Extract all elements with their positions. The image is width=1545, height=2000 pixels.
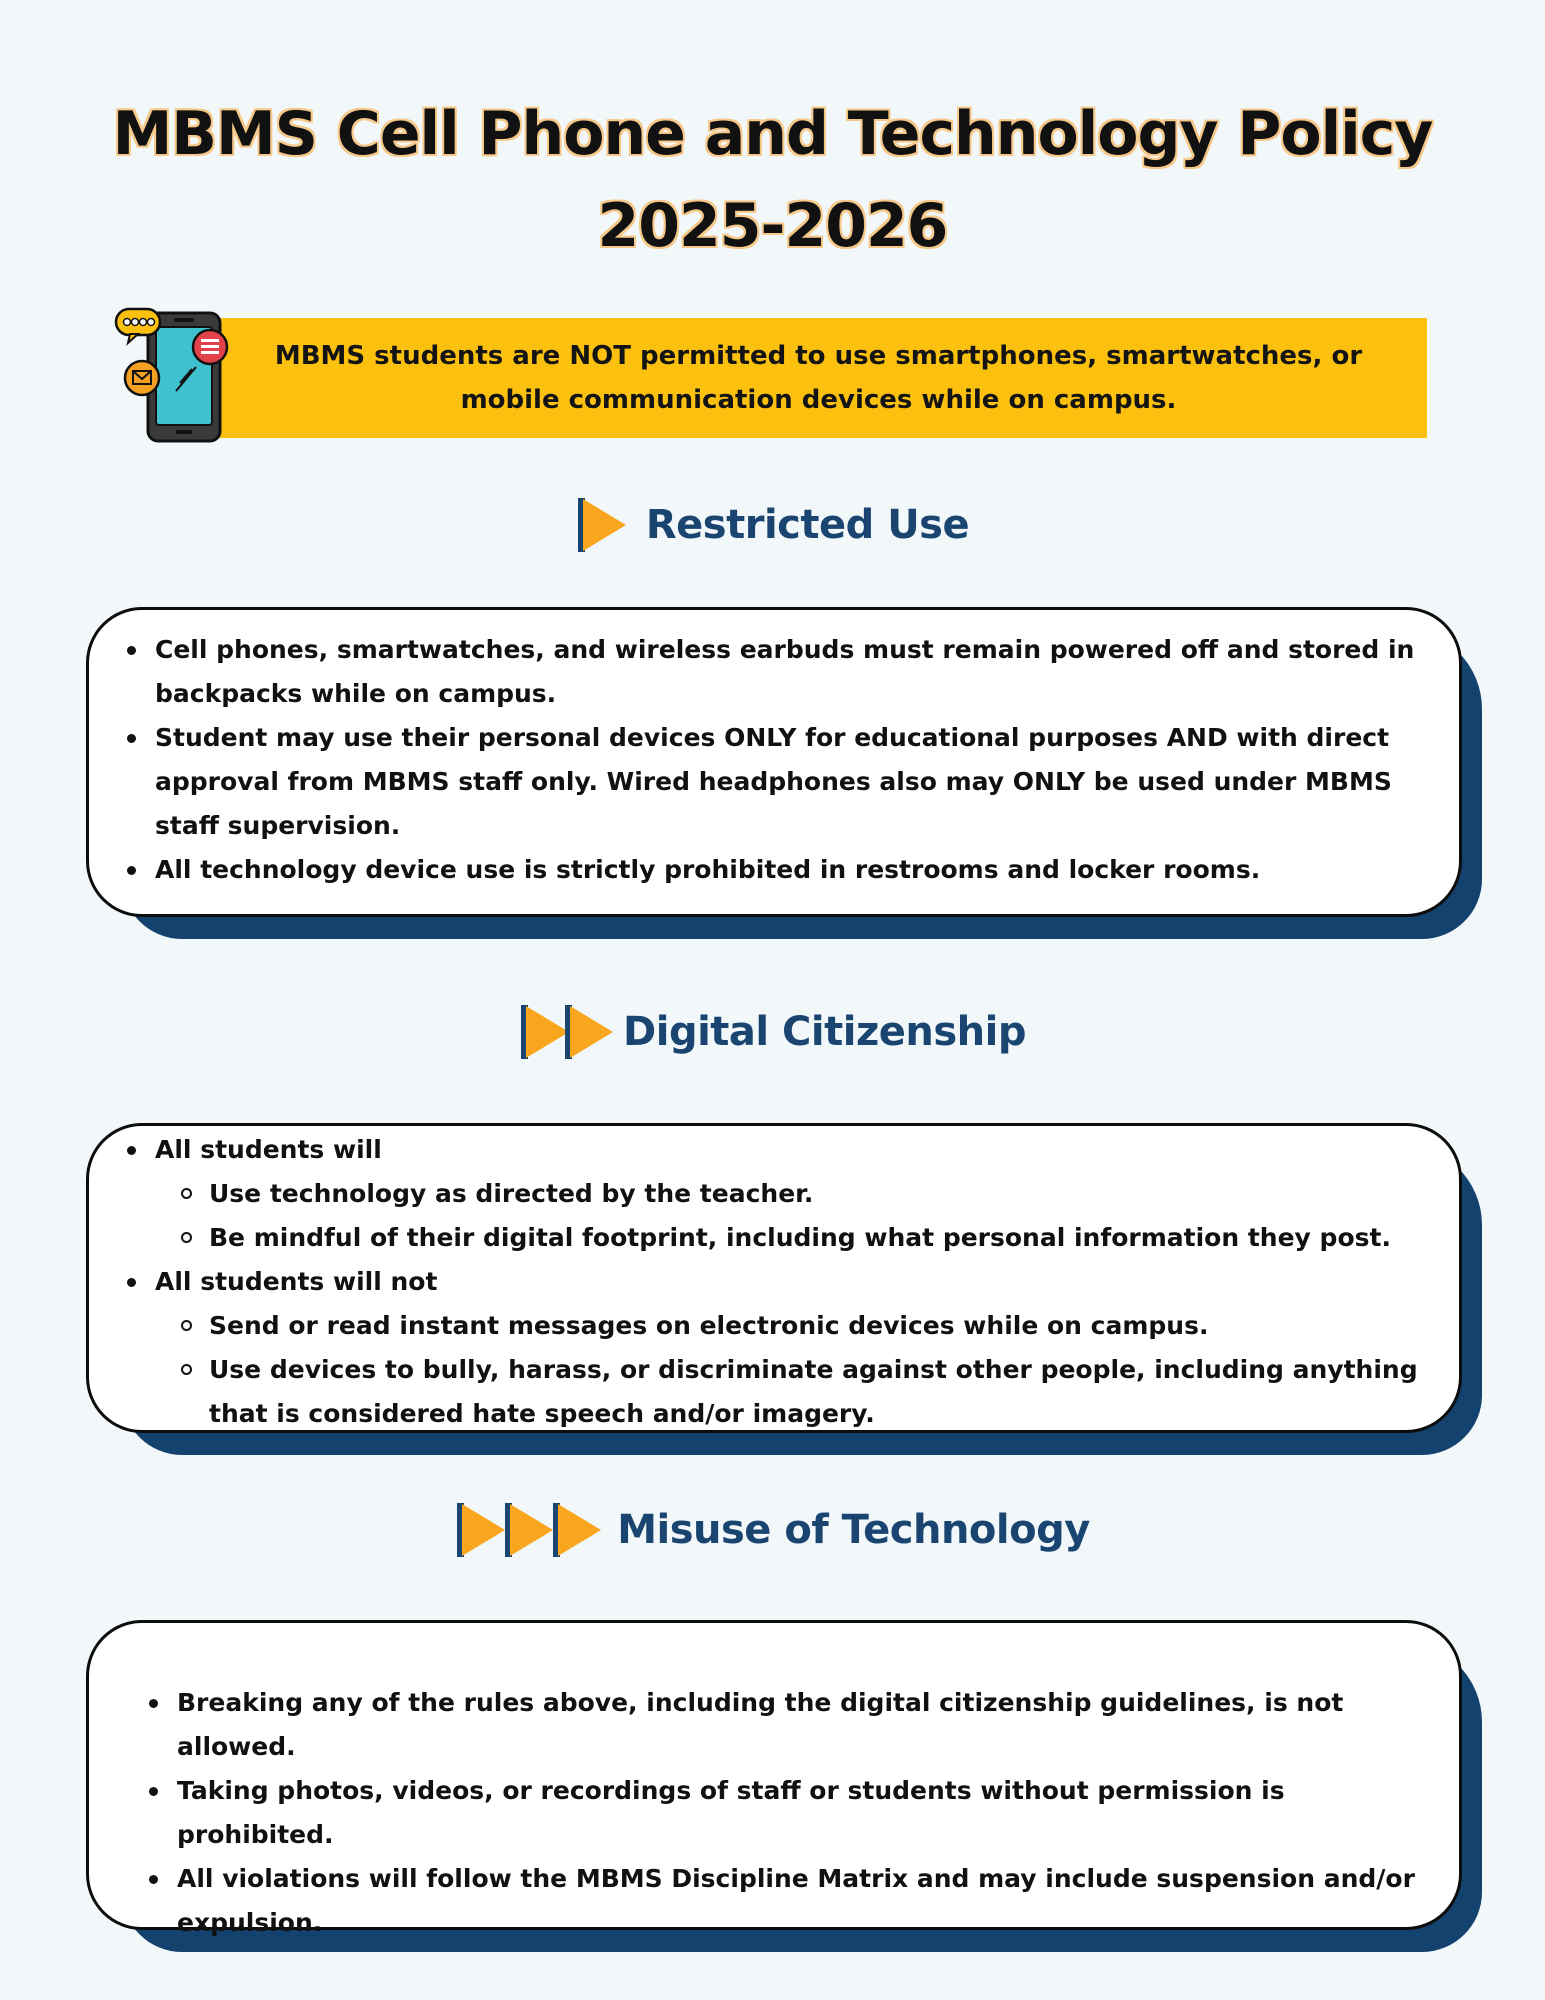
card-body: [86, 1123, 1462, 1433]
sub-list-item: Send or read instant messages on electronic devices while on campus.: [155, 1304, 1441, 1348]
section-heading-misuse-of-technology: [0, 1495, 1545, 1565]
page-title-line-1: MBMS Cell Phone and Technology Policy: [112, 99, 1433, 169]
section-title: Restricted Use: [645, 502, 970, 548]
list-item: Breaking any of the rules above, including the digital citizenship guidelines, is not allowed.: [145, 1681, 1419, 1769]
list-item: [123, 1128, 1441, 1260]
list-item: [123, 1260, 1441, 1436]
smartphone-with-chat-bubbles-icon: [112, 305, 230, 445]
sub-list-item: Use technology as directed by the teacher.: [155, 1172, 1441, 1216]
misuse-of-technology-card: [86, 1620, 1462, 1937]
list-item: All technology device use is strictly prohibited in restrooms and locker rooms.: [123, 848, 1431, 892]
banner-text: MBMS students are NOT permitted to use smartphones, smartwatches, or mobile communication devices while on campus.: [274, 341, 1363, 415]
digital-citizenship-card: [86, 1123, 1462, 1433]
section-title: Digital Citizenship: [623, 1009, 1026, 1055]
list-item: Student may use their personal devices ONLY for educational purposes AND with direct approval from MBMS staff only. Wired headphones also may ONLY be used under MBMS staff supervision.: [123, 716, 1431, 848]
triple-play-arrow-icon: [455, 1501, 605, 1559]
card-body: [86, 607, 1462, 917]
section-title: Misuse of Technology: [617, 1507, 1090, 1553]
page-title: [0, 88, 1545, 272]
card-body: [86, 1620, 1462, 1937]
group-label: All students will not: [155, 1267, 438, 1296]
section-heading-digital-citizenship: [0, 997, 1545, 1067]
sub-list: [123, 1172, 1441, 1260]
sub-list-item: Use devices to bully, harass, or discriminate against other people, including anything that is considered hate speech and/or imagery.: [155, 1348, 1441, 1436]
double-play-arrow-icon: [519, 1003, 617, 1061]
restricted-use-list: [123, 628, 1431, 892]
list-item: Taking photos, videos, or recordings of staff or students without permission is prohibited.: [145, 1769, 1419, 1857]
page-title-line-2: 2025-2026: [597, 191, 948, 261]
section-heading-restricted-use: [0, 490, 1545, 560]
group-label: All students will: [155, 1135, 382, 1164]
policy-banner: [205, 318, 1427, 438]
list-item: Cell phones, smartwatches, and wireless earbuds must remain powered off and stored in backpacks while on campus.: [123, 628, 1431, 716]
misuse-list: [145, 1681, 1419, 1945]
restricted-use-card: [86, 607, 1462, 917]
digital-citizenship-list: [123, 1128, 1441, 1436]
list-item: All violations will follow the MBMS Discipline Matrix and may include suspension and/or expulsion.: [145, 1857, 1419, 1945]
sub-list: [123, 1304, 1441, 1436]
single-play-arrow-icon: [576, 496, 628, 554]
sub-list-item: Be mindful of their digital footprint, including what personal information they post.: [155, 1216, 1441, 1260]
